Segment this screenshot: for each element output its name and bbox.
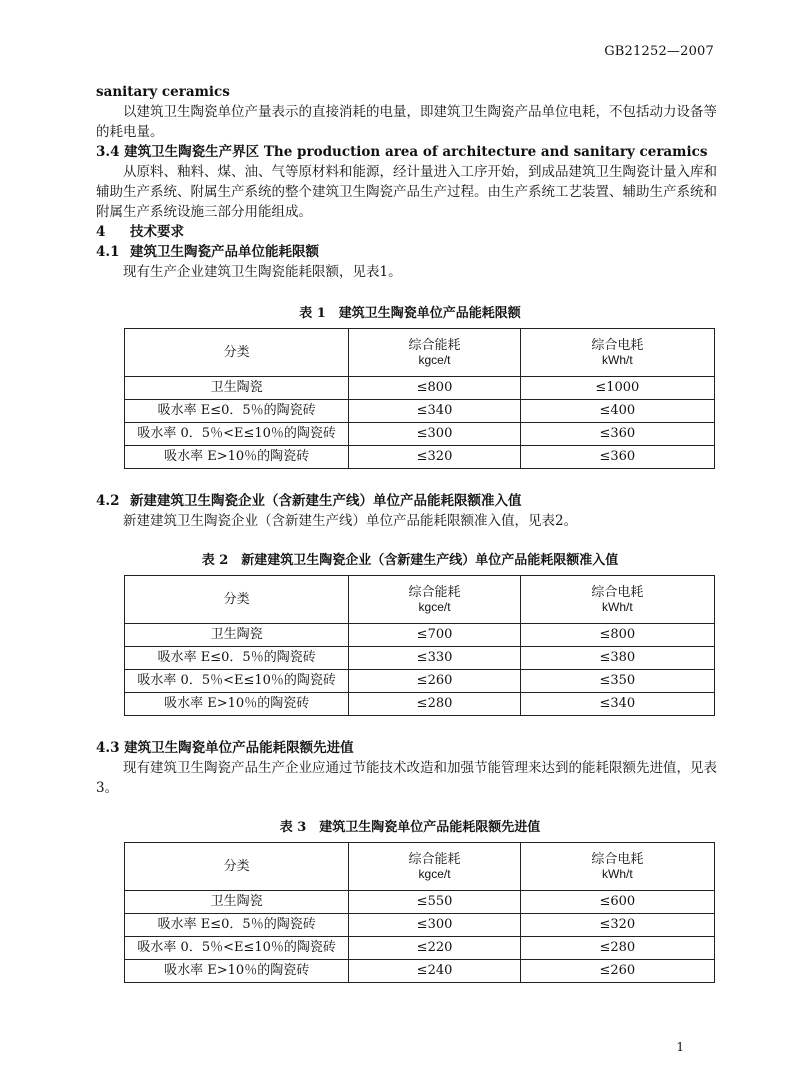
cell-energy: ≤240	[349, 960, 520, 983]
header-energy-label: 综合能耗	[408, 851, 461, 867]
table-row	[125, 446, 715, 469]
section-number: 4	[96, 224, 106, 240]
table-row	[125, 624, 715, 647]
table-2-title: 表 2 新建建筑卫生陶瓷企业（含新建生产线）单位产品能耗限额准入值	[201, 553, 619, 568]
table-row	[125, 914, 715, 937]
section-3-4-body: 从原料、釉料、煤、油、气等原材料和能源，经计量进入工序开始，到成品建筑卫生陶瓷计量入库和辅助生产系统、附属生产系统的整个建筑卫生陶瓷产品生产过程。由生产系统工艺装置、辅助生产系统和附属生产系统设施三部分用能组成。	[96, 164, 717, 220]
section-4-1-heading	[96, 242, 724, 262]
cell-energy: ≤220	[349, 937, 520, 960]
page-number: 1	[676, 1040, 684, 1054]
header-energy	[349, 576, 520, 624]
cell-category: 吸水率 E≤0．5％的陶瓷砖	[125, 914, 349, 937]
cell-category: 吸水率 E>10％的陶瓷砖	[125, 960, 349, 983]
table-header-row	[125, 576, 715, 624]
definition-paragraph: 以建筑卫生陶瓷单位产量表示的直接消耗的电量，即建筑卫生陶瓷产品单位电耗，不包括动力设备等的耗电量。	[96, 104, 717, 140]
section-4-3-heading: 4.3 建筑卫生陶瓷单位产品能耗限额先进值	[96, 740, 354, 756]
header-energy-unit: kgce/t	[418, 352, 451, 367]
table-1-title: 表 1 建筑卫生陶瓷单位产品能耗限额	[299, 306, 521, 321]
cell-energy: ≤700	[349, 624, 520, 647]
section-number: 4.2	[96, 493, 120, 509]
section-number: 4.1	[96, 244, 120, 260]
cell-power: ≤600	[520, 891, 714, 914]
page-content	[96, 82, 724, 983]
header-energy-unit: kgce/t	[418, 866, 451, 881]
section-4-2-heading	[96, 491, 724, 511]
table-3-title: 表 3 建筑卫生陶瓷单位产品能耗限额先进值	[279, 820, 541, 835]
header-power-unit: kWh/t	[602, 866, 633, 881]
header-power	[520, 329, 714, 377]
table-header-row	[125, 843, 715, 891]
table-2	[124, 575, 715, 716]
table-row	[125, 423, 715, 446]
table-row	[125, 400, 715, 423]
cell-power: ≤350	[520, 670, 714, 693]
section-4-3-body: 现有建筑卫生陶瓷产品生产企业应通过节能技术改造和加强节能管理来达到的能耗限额先进值，见表3。	[96, 760, 717, 796]
cell-power: ≤280	[520, 937, 714, 960]
cell-category: 吸水率 0．5％<E≤10％的陶瓷砖	[125, 670, 349, 693]
english-term: sanitary ceramics	[96, 84, 230, 100]
cell-category: 吸水率 E≤0．5％的陶瓷砖	[125, 400, 349, 423]
header-power	[520, 843, 714, 891]
standard-code: GB21252—2007	[604, 44, 714, 59]
section-title: 新建建筑卫生陶瓷企业（含新建生产线）单位产品能耗限额准入值	[130, 493, 522, 509]
section-title: 建筑卫生陶瓷产品单位能耗限额	[130, 244, 319, 260]
cell-power: ≤1000	[520, 377, 714, 400]
table-row	[125, 891, 715, 914]
header-energy-label: 综合能耗	[408, 584, 461, 600]
cell-energy: ≤300	[349, 914, 520, 937]
cell-power: ≤260	[520, 960, 714, 983]
section-4-heading	[96, 222, 724, 242]
cell-energy: ≤300	[349, 423, 520, 446]
header-power	[520, 576, 714, 624]
header-power-label: 综合电耗	[591, 584, 644, 600]
cell-category: 吸水率 E>10％的陶瓷砖	[125, 693, 349, 716]
header-power-label: 综合电耗	[591, 337, 644, 353]
cell-category: 卫生陶瓷	[125, 377, 349, 400]
header-category: 分类	[125, 576, 349, 624]
cell-energy: ≤340	[349, 400, 520, 423]
cell-category: 吸水率 E≤0．5％的陶瓷砖	[125, 647, 349, 670]
table-3	[124, 842, 715, 983]
cell-power: ≤800	[520, 624, 714, 647]
table-row	[125, 647, 715, 670]
table-row	[125, 937, 715, 960]
header-energy-unit: kgce/t	[418, 599, 451, 614]
table-row	[125, 693, 715, 716]
cell-energy: ≤550	[349, 891, 520, 914]
cell-category: 吸水率 E>10％的陶瓷砖	[125, 446, 349, 469]
header-category: 分类	[125, 329, 349, 377]
table-row	[125, 960, 715, 983]
header-energy-label: 综合能耗	[408, 337, 461, 353]
cell-power: ≤360	[520, 446, 714, 469]
cell-power: ≤400	[520, 400, 714, 423]
cell-category: 吸水率 0．5％<E≤10％的陶瓷砖	[125, 423, 349, 446]
table-row	[125, 377, 715, 400]
header-energy	[349, 329, 520, 377]
section-4-1-body: 现有生产企业建筑卫生陶瓷能耗限额，见表1。	[123, 264, 402, 280]
header-power-unit: kWh/t	[602, 352, 633, 367]
cell-power: ≤320	[520, 914, 714, 937]
table-row	[125, 670, 715, 693]
section-3-4-heading: 3.4 建筑卫生陶瓷生产界区 The production area of architecture and sanitary ceramics	[96, 144, 708, 160]
cell-category: 吸水率 0．5％<E≤10％的陶瓷砖	[125, 937, 349, 960]
header-category: 分类	[125, 843, 349, 891]
table-1	[124, 328, 715, 469]
cell-power: ≤360	[520, 423, 714, 446]
cell-category: 卫生陶瓷	[125, 891, 349, 914]
cell-energy: ≤280	[349, 693, 520, 716]
cell-power: ≤340	[520, 693, 714, 716]
table-header-row	[125, 329, 715, 377]
cell-category: 卫生陶瓷	[125, 624, 349, 647]
cell-energy: ≤260	[349, 670, 520, 693]
cell-energy: ≤320	[349, 446, 520, 469]
header-power-label: 综合电耗	[591, 851, 644, 867]
section-4-2-body: 新建建筑卫生陶瓷企业（含新建生产线）单位产品能耗限额准入值，见表2。	[123, 513, 578, 529]
cell-energy: ≤800	[349, 377, 520, 400]
section-title: 技术要求	[130, 224, 184, 240]
cell-energy: ≤330	[349, 647, 520, 670]
header-energy	[349, 843, 520, 891]
header-power-unit: kWh/t	[602, 599, 633, 614]
cell-power: ≤380	[520, 647, 714, 670]
